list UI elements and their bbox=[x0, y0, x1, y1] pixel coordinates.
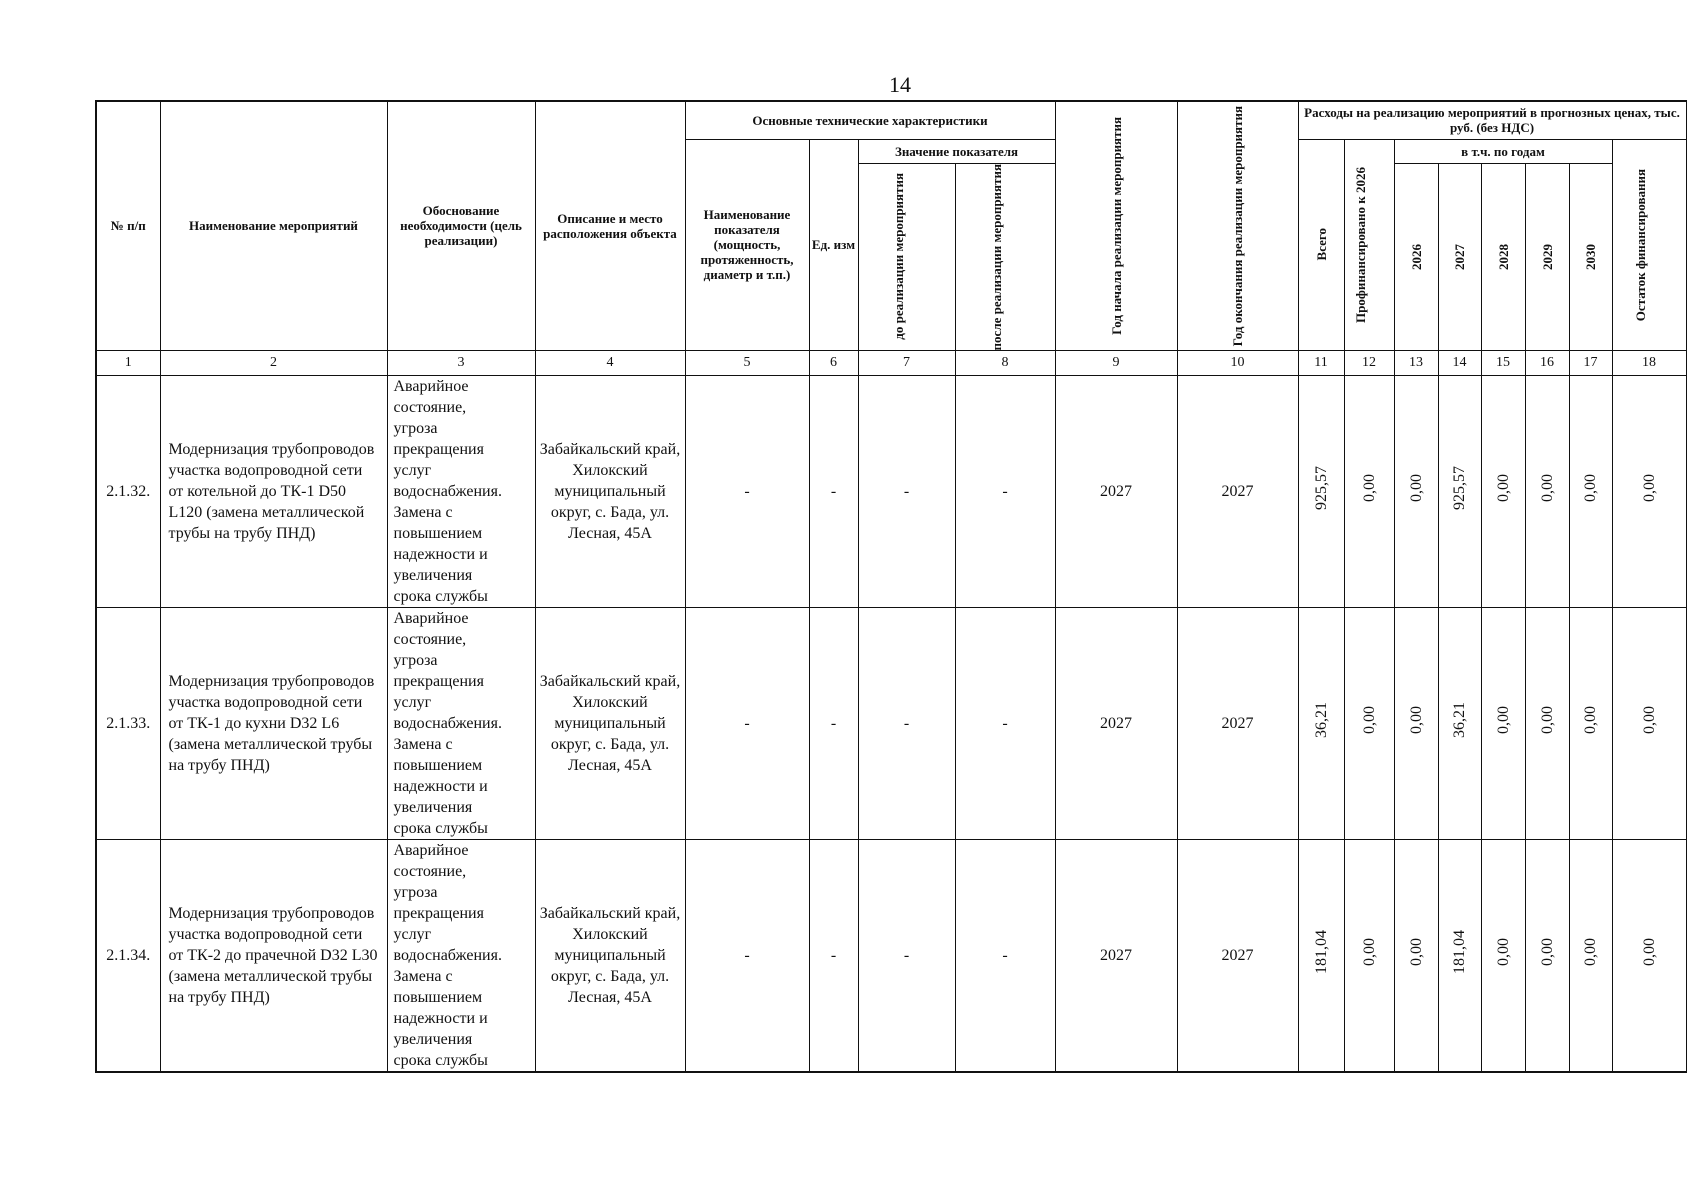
column-number: 9 bbox=[1055, 350, 1177, 375]
header-total: Всего bbox=[1298, 139, 1344, 350]
table-row bbox=[96, 839, 1686, 1072]
header-costs-group: Расходы на реализацию мероприятий в прогнозных ценах, тыс. руб. (без НДС) bbox=[1298, 101, 1686, 139]
cost-remainder: 0,00 bbox=[1612, 607, 1686, 839]
measure-basis: Аварийное состояние, угроза прекращения услуг водоснабжения. Замена с повышением надежности и увеличения срока службы bbox=[387, 375, 535, 607]
value-after: - bbox=[955, 375, 1055, 607]
measure-basis: Аварийное состояние, угроза прекращения услуг водоснабжения. Замена с повышением надежности и увеличения срока службы bbox=[387, 607, 535, 839]
end-year: 2027 bbox=[1177, 607, 1298, 839]
column-number: 2 bbox=[160, 350, 387, 375]
column-number: 16 bbox=[1525, 350, 1569, 375]
cost-remainder: 0,00 bbox=[1612, 375, 1686, 607]
cost-2027: 36,21 bbox=[1438, 607, 1481, 839]
header-value-group: Значение показателя bbox=[858, 139, 1055, 163]
cost-2026: 0,00 bbox=[1394, 375, 1438, 607]
cost-2027: 181,04 bbox=[1438, 839, 1481, 1072]
column-number: 13 bbox=[1394, 350, 1438, 375]
header-tech-group: Основные технические характеристики bbox=[685, 101, 1055, 139]
page-number: 14 bbox=[889, 72, 911, 97]
start-year: 2027 bbox=[1055, 607, 1177, 839]
unit: - bbox=[809, 607, 858, 839]
row-number: 2.1.33. bbox=[96, 607, 160, 839]
object-location: Забайкальский край, Хилокский муниципальный округ, с. Бада, ул. Лесная, 45А bbox=[535, 375, 685, 607]
cost-remainder: 0,00 bbox=[1612, 839, 1686, 1072]
cost-2027: 925,57 bbox=[1438, 375, 1481, 607]
start-year: 2027 bbox=[1055, 375, 1177, 607]
column-number: 6 bbox=[809, 350, 858, 375]
value-after: - bbox=[955, 839, 1055, 1072]
measure-basis: Аварийное состояние, угроза прекращения услуг водоснабжения. Замена с повышением надежности и увеличения срока службы bbox=[387, 839, 535, 1072]
header-remainder: Остаток финансирования bbox=[1612, 139, 1686, 350]
header-years-group: в т.ч. по годам bbox=[1394, 139, 1612, 163]
header-basis: Обоснование необходимости (цель реализации) bbox=[387, 101, 535, 350]
cost-total: 36,21 bbox=[1298, 607, 1344, 839]
object-location: Забайкальский край, Хилокский муниципальный округ, с. Бада, ул. Лесная, 45А bbox=[535, 607, 685, 839]
cost-total: 925,57 bbox=[1298, 375, 1344, 607]
column-number: 14 bbox=[1438, 350, 1481, 375]
header-year-2027: 2027 bbox=[1438, 163, 1481, 350]
header-unit: Ед. изм bbox=[809, 139, 858, 350]
value-before: - bbox=[858, 839, 955, 1072]
cost-2029: 0,00 bbox=[1525, 375, 1569, 607]
cost-2026: 0,00 bbox=[1394, 607, 1438, 839]
cost-2028: 0,00 bbox=[1481, 607, 1525, 839]
column-number: 7 bbox=[858, 350, 955, 375]
header-year-2029: 2029 bbox=[1525, 163, 1569, 350]
cost-2030: 0,00 bbox=[1569, 839, 1612, 1072]
header-financed: Профинансировано к 2026 bbox=[1344, 139, 1394, 350]
value-after: - bbox=[955, 607, 1055, 839]
column-number: 12 bbox=[1344, 350, 1394, 375]
column-number: 11 bbox=[1298, 350, 1344, 375]
column-number: 17 bbox=[1569, 350, 1612, 375]
cost-total: 181,04 bbox=[1298, 839, 1344, 1072]
cost-2026: 0,00 bbox=[1394, 839, 1438, 1072]
table-body bbox=[96, 375, 1686, 1072]
cost-2028: 0,00 bbox=[1481, 375, 1525, 607]
column-numbers bbox=[96, 350, 1686, 375]
header-year-2028: 2028 bbox=[1481, 163, 1525, 350]
measures-table-wrapper bbox=[95, 100, 1685, 1073]
cost-financed: 0,00 bbox=[1344, 375, 1394, 607]
cost-2030: 0,00 bbox=[1569, 607, 1612, 839]
cost-2030: 0,00 bbox=[1569, 375, 1612, 607]
object-location: Забайкальский край, Хилокский муниципальный округ, с. Бада, ул. Лесная, 45А bbox=[535, 839, 685, 1072]
header-indicator-name: Наименование показателя (мощность, протяженность, диаметр и т.п.) bbox=[685, 139, 809, 350]
column-number: 5 bbox=[685, 350, 809, 375]
indicator-name: - bbox=[685, 375, 809, 607]
header-after: после реализации мероприятия bbox=[955, 163, 1055, 350]
column-number: 1 bbox=[96, 350, 160, 375]
indicator-name: - bbox=[685, 839, 809, 1072]
column-number: 18 bbox=[1612, 350, 1686, 375]
header-year-2030: 2030 bbox=[1569, 163, 1612, 350]
column-number-row bbox=[96, 350, 1686, 375]
cost-2028: 0,00 bbox=[1481, 839, 1525, 1072]
table-row bbox=[96, 607, 1686, 839]
header-before: до реализации мероприятия bbox=[858, 163, 955, 350]
table-header bbox=[96, 101, 1686, 350]
column-number: 10 bbox=[1177, 350, 1298, 375]
unit: - bbox=[809, 375, 858, 607]
measure-name: Модернизация трубопроводов участка водопроводной сети от ТК-2 до прачечной D32 L30 (замена металлической трубы на трубу ПНД) bbox=[160, 839, 387, 1072]
row-number: 2.1.34. bbox=[96, 839, 160, 1072]
column-number: 3 bbox=[387, 350, 535, 375]
header-end-year: Год окончания реализации мероприятия bbox=[1177, 101, 1298, 350]
column-number: 8 bbox=[955, 350, 1055, 375]
end-year: 2027 bbox=[1177, 839, 1298, 1072]
cost-2029: 0,00 bbox=[1525, 839, 1569, 1072]
value-before: - bbox=[858, 607, 955, 839]
end-year: 2027 bbox=[1177, 375, 1298, 607]
cost-financed: 0,00 bbox=[1344, 607, 1394, 839]
unit: - bbox=[809, 839, 858, 1072]
measure-name: Модернизация трубопроводов участка водопроводной сети от ТК-1 до кухни D32 L6 (замена металлической трубы на трубу ПНД) bbox=[160, 607, 387, 839]
header-place: Описание и место расположения объекта bbox=[535, 101, 685, 350]
column-number: 15 bbox=[1481, 350, 1525, 375]
table-row bbox=[96, 375, 1686, 607]
header-start-year: Год начала реализации мероприятия bbox=[1055, 101, 1177, 350]
column-number: 4 bbox=[535, 350, 685, 375]
header-name: Наименование мероприятий bbox=[160, 101, 387, 350]
cost-financed: 0,00 bbox=[1344, 839, 1394, 1072]
header-year-2026: 2026 bbox=[1394, 163, 1438, 350]
indicator-name: - bbox=[685, 607, 809, 839]
cost-2029: 0,00 bbox=[1525, 607, 1569, 839]
value-before: - bbox=[858, 375, 955, 607]
start-year: 2027 bbox=[1055, 839, 1177, 1072]
row-number: 2.1.32. bbox=[96, 375, 160, 607]
header-no: № п/п bbox=[96, 101, 160, 350]
measures-table bbox=[95, 100, 1687, 1073]
measure-name: Модернизация трубопроводов участка водопроводной сети от котельной до ТК-1 D50 L120 (замена металлической трубы на трубу ПНД) bbox=[160, 375, 387, 607]
